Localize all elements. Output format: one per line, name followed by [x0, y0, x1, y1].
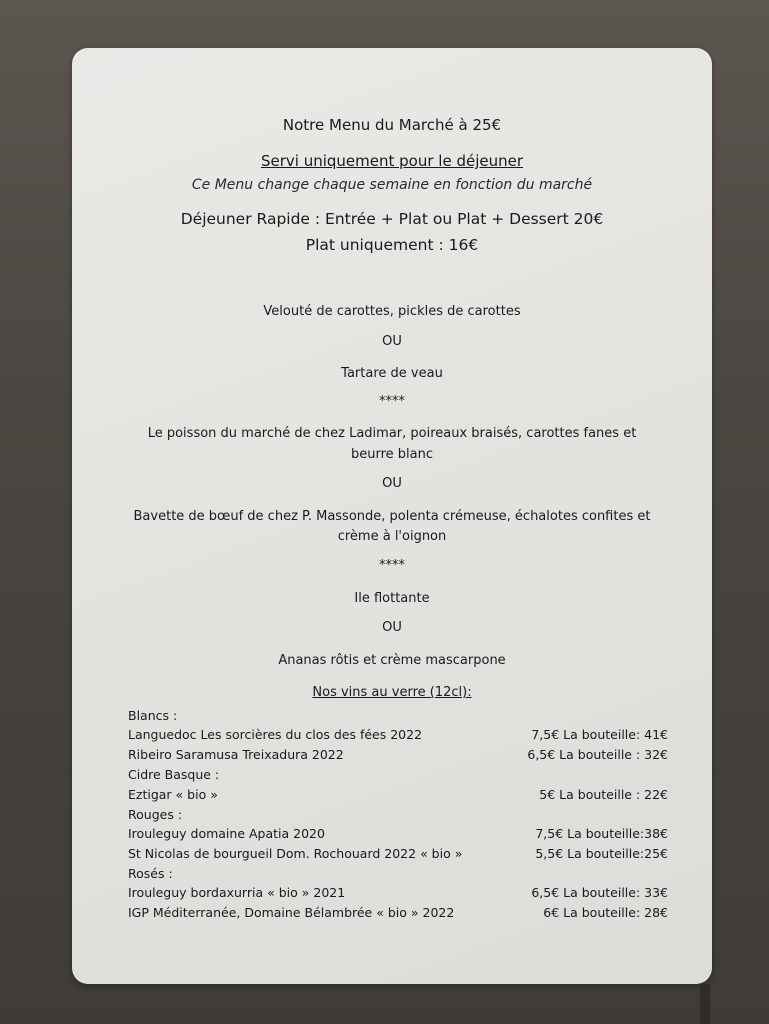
wines-heading: Nos vins au verre (12cl): [312, 685, 472, 700]
main-2-line1: Bavette de bœuf de chez P. Massonde, polenta crémeuse, échalotes confites et [133, 509, 651, 524]
wine-name: Eztigar « bio » [128, 787, 218, 802]
wine-category-blancs: Blancs : [128, 708, 178, 723]
main-only-offer: Plat uniquement : 16€ [305, 236, 479, 254]
course-separator: **** [379, 394, 405, 409]
wine-price: 5,5€ La bouteille:25€ [535, 846, 668, 861]
starter-1: Velouté de carottes, pickles de carottes [263, 304, 521, 319]
wine-name: Irouleguy domaine Apatia 2020 [128, 826, 325, 841]
wine-category-rouges: Rouges : [128, 807, 183, 822]
menu-subtitle: Servi uniquement pour le déjeuner [260, 152, 524, 170]
starter-2: Tartare de veau [341, 366, 443, 381]
or-separator: OU [382, 476, 402, 491]
main-1-line1: Le poisson du marché de chez Ladimar, poireaux braisés, carottes fanes et [147, 426, 637, 441]
menu-sheet [72, 48, 712, 984]
dessert-2: Ananas rôtis et crème mascarpone [278, 653, 506, 668]
wine-name: IGP Méditerranée, Domaine Bélambrée « bio » 2022 [128, 905, 455, 920]
wine-price: 7,5€ La bouteille: 41€ [531, 727, 668, 742]
or-separator: OU [382, 620, 402, 635]
wine-price: 5€ La bouteille : 22€ [539, 787, 668, 802]
dessert-1: Ile flottante [354, 591, 430, 606]
wine-price: 6,5€ La bouteille: 33€ [531, 885, 668, 900]
menu-note: Ce Menu change chaque semaine en fonction du marché [191, 177, 593, 193]
wine-name: Irouleguy bordaxurria « bio » 2021 [128, 885, 346, 900]
or-separator: OU [382, 334, 402, 349]
wine-price: 6€ La bouteille: 28€ [543, 905, 668, 920]
main-1-line2: beurre blanc [350, 447, 433, 462]
wine-name: Ribeiro Saramusa Treixadura 2022 [128, 747, 344, 762]
frame-clip [700, 984, 710, 1024]
main-2-line2: crème à l'oignon [337, 529, 447, 544]
wine-name: Languedoc Les sorcières du clos des fées 2022 [128, 727, 423, 742]
wine-category-roses: Rosés : [128, 866, 173, 881]
wine-price: 7,5€ La bouteille:38€ [535, 826, 668, 841]
wine-name: St Nicolas de bourgueil Dom. Rochouard 2022 « bio » [128, 846, 463, 861]
menu-title: Notre Menu du Marché à 25€ [282, 116, 502, 134]
quick-lunch-offer: Déjeuner Rapide : Entrée + Plat ou Plat + Dessert 20€ [180, 210, 604, 228]
wine-category-cidre: Cidre Basque : [128, 767, 220, 782]
course-separator: **** [379, 558, 405, 573]
wine-price: 6,5€ La bouteille : 32€ [527, 747, 668, 762]
